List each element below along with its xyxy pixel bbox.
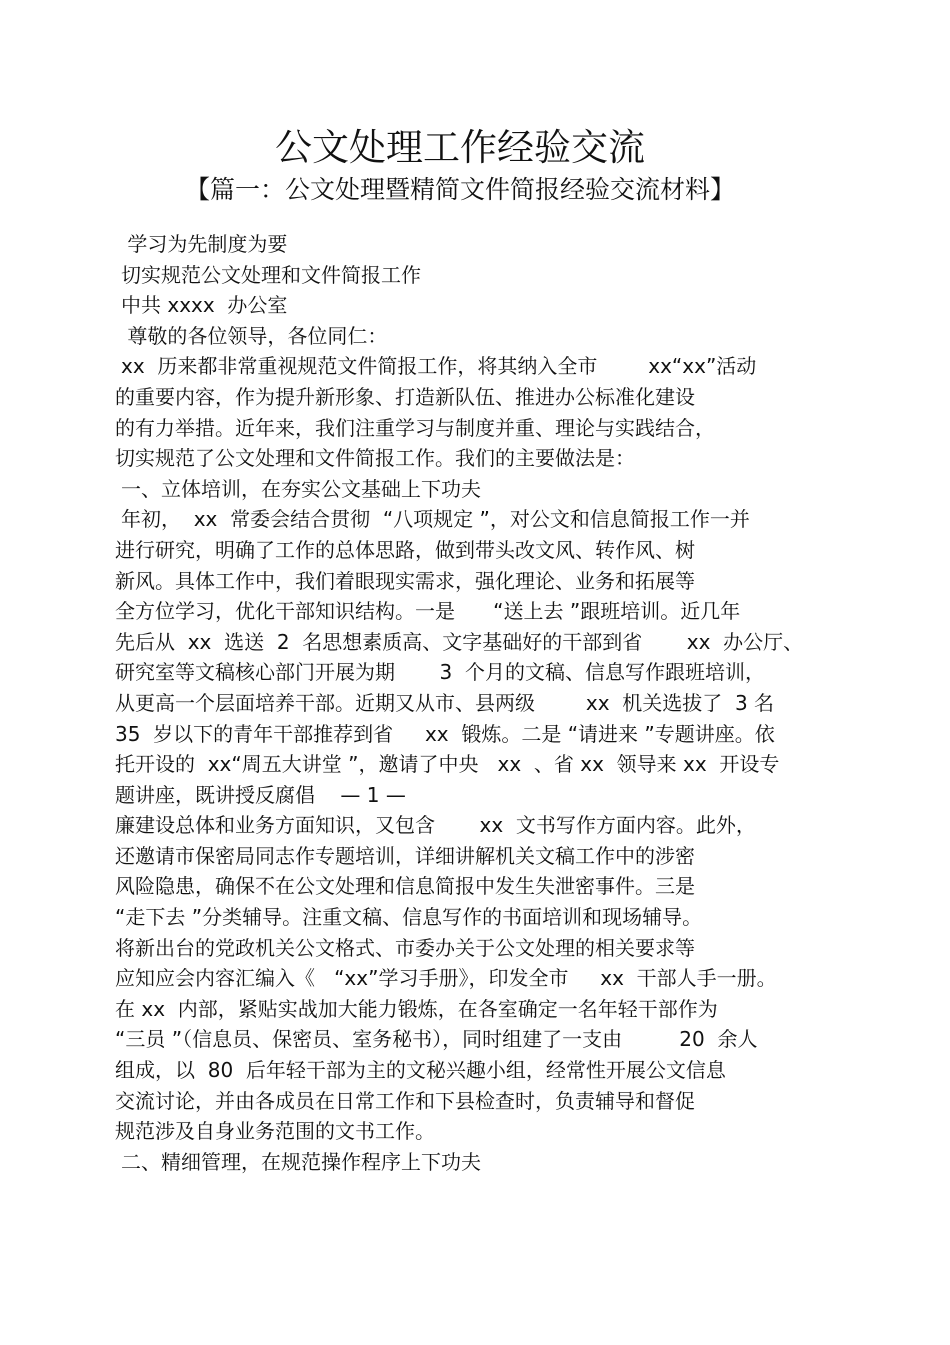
body-line: 廉建设总体和业务方面知识，又包含 xx 文书写作方面内容。此外， [115,813,756,838]
body-line: 尊敬的各位领导，各位同仁： [121,323,388,348]
body-line: 先后从 xx 选送 2 名思想素质高、文字基础好的干部到省 xx 办公厅、 [115,629,804,654]
body-line: “走下去 ”分类辅导。注重文稿、信息写作的书面培训和现场辅导。 [115,905,703,930]
body-line: 研究室等文稿核心部门开展为期 3 个月的文稿、信息写作跟班培训， [115,660,765,685]
body-line: 题讲座，既讲授反腐倡 — 1 — [115,782,406,807]
body-line: 切实规范了公文处理和文件简报工作。我们的主要做法是： [115,446,635,471]
document-body [115,229,845,1177]
body-line: 托开设的 xx“周五大讲堂 ”，邀请了中央 xx 、省 xx 领导来 xx 开设专 [115,752,780,777]
document-title: 公文处理工作经验交流 [275,126,645,169]
body-line: 35 岁以下的青年干部推荐到省 xx 锻炼。二是 “请进来 ”专题讲座。依 [115,721,775,746]
body-line: 进行研究，明确了工作的总体思路，做到带头改文风、转作风、树 [115,537,695,562]
body-line: 组成，以 80 后年轻干部为主的文秘兴趣小组，经常性开展公文信息 [115,1058,726,1083]
document-subtitle: 【篇一：公文处理暨精简文件简报经验交流材料】 [184,175,735,204]
body-line: 风险隐患，确保不在公文处理和信息简报中发生失泄密事件。三是 [115,874,695,899]
body-line: 规范涉及自身业务范围的文书工作。 [115,1119,435,1144]
body-line: 将新出台的党政机关公文格式、市委办关于公文处理的相关要求等 [115,935,695,960]
body-line: 在 xx 内部，紧贴实战加大能力锻炼，在各室确定一名年轻干部作为 [115,996,718,1021]
body-line: 的重要内容，作为提升新形象、打造新队伍、推进办公标准化建设 [115,384,695,409]
body-line: 交流讨论，并由各成员在日常工作和下县检查时，负责辅导和督促 [115,1088,695,1113]
body-line: 还邀请市保密局同志作专题培训，详细讲解机关文稿工作中的涉密 [115,843,695,868]
body-line: 一、立体培训，在夯实公文基础上下功夫 [121,476,481,501]
body-line: 从更高一个层面培养干部。近期又从市、县两级 xx 机关选拔了 3 名 [115,690,775,715]
body-line: 全方位学习，优化干部知识结构。一是 “送上去 ”跟班培训。近几年 [115,599,741,624]
body-line: 应知应会内容汇编入《 “xx”学习手册》，印发全市 xx 干部人手一册。 [115,966,777,991]
body-line: “三员 ”（信息员、保密员、室务秘书），同时组建了一支由 20 余人 [115,1027,758,1052]
body-line: 中共 xxxx 办公室 [121,293,288,318]
body-line: 新风。具体工作中，我们着眼现实需求，强化理论、业务和拓展等 [115,568,695,593]
body-line: 切实规范公文处理和文件简报工作 [121,262,421,287]
body-line: xx 历来都非常重视规范文件简报工作，将其纳入全市 xx“xx”活动 [121,354,757,379]
body-line: 年初， xx 常委会结合贯彻 “八项规定 ”，对公文和信息简报工作一并 [121,507,750,532]
body-line: 学习为先制度为要 [121,232,288,256]
body-line: 的有力举措。近年来，我们注重学习与制度并重、理论与实践结合， [115,415,715,440]
body-line: 二、精细管理，在规范操作程序上下功夫 [121,1149,481,1174]
